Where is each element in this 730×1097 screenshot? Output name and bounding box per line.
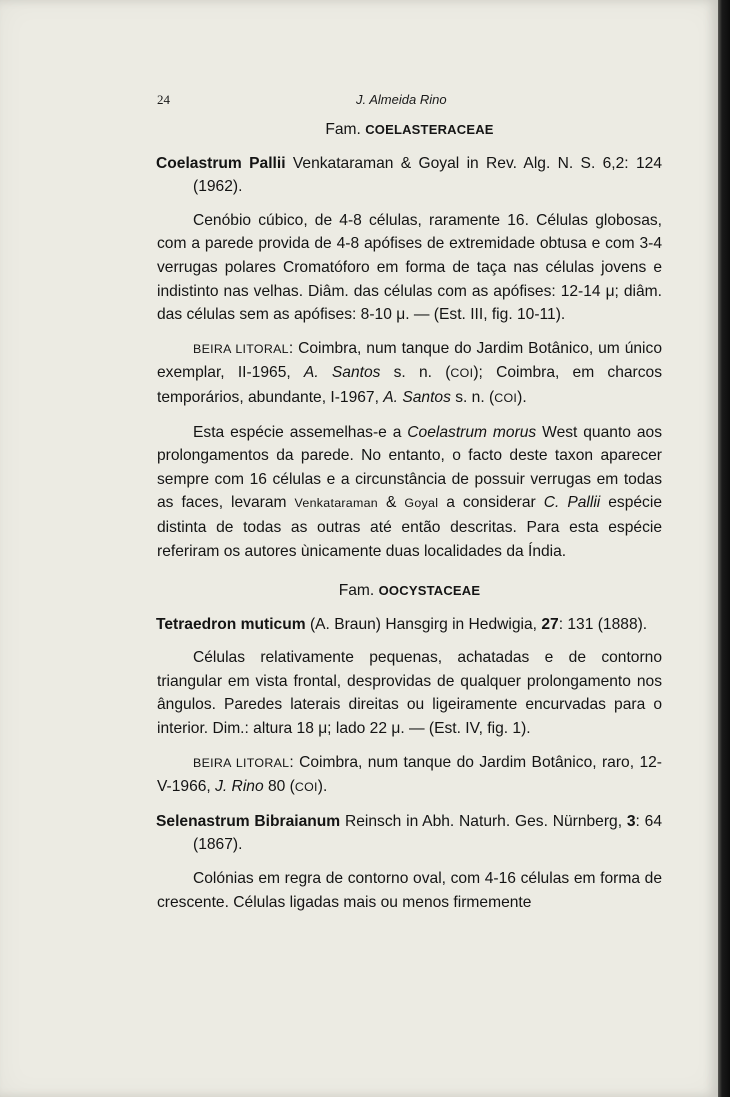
locality-text: ).	[517, 388, 527, 406]
locality-text: s. n. (	[450, 388, 495, 406]
species-heading-coelastrum-pallii	[156, 152, 662, 199]
locality-paragraph	[157, 751, 662, 800]
body-text	[157, 118, 662, 924]
species-heading-tetraedron-muticum	[156, 613, 662, 637]
locality-text: 80 (	[263, 778, 295, 796]
taxon-name: C. Pallii	[543, 494, 601, 512]
discussion-text: a considerar	[438, 494, 544, 512]
species-name: Tetraedron muticum	[156, 615, 306, 633]
description-paragraph: Cenóbio cúbico, de 4-8 células, raramente 16. Células globosas, com a parede provida de 4-8 apófises de extremidade obtusa e com 3-4 verrugas polares Cromatóforo em forma de taça nas células jovens e indistinto nas velhas. Diâm. das células com as apófises: 12-14 μ; diâm. das células sem as apófises: 8-10 μ. — (Est. III, fig. 10-11).	[157, 211, 662, 324]
herbarium-code: COI	[294, 780, 318, 795]
species-heading-selenastrum-bibraianum	[156, 810, 663, 857]
locality-text: ); Coimbra, em charcos temporários, abundante, I-1967,	[157, 364, 663, 406]
locality-text: ).	[317, 778, 328, 796]
description-paragraph: Células relativamente pequenas, achatadas e de contorno triangular em vista frontal, desprovidas de qualquer prolongamento nos ângulos. Paredes laterais direitas ou ligeiramente encurvadas para o interior. Dim.: altura 18 μ; lado 22 μ. — (Est. IV, fig. 1).	[157, 649, 662, 738]
taxon-name: Coelastrum morus	[407, 423, 537, 441]
volume-number: 3	[626, 812, 636, 830]
family-prefix: Fam.	[325, 121, 361, 138]
discussion-text: Esta espécie assemelhas-e a	[193, 423, 408, 441]
herbarium-code: COI	[450, 366, 474, 381]
species-name: Coelastrum Pallii	[156, 154, 286, 172]
family-prefix: Fam.	[338, 582, 375, 600]
species-citation: : 131 (1888).	[558, 615, 648, 633]
collector-name: A. Santos	[383, 388, 451, 406]
description-paragraph: Colónias em regra de contorno oval, com 4-16 células em forma de crescente. Células ligadas mais ou menos firmemente	[157, 870, 662, 911]
herbarium-code: COI	[494, 390, 518, 405]
family-name: COELASTERACEAE	[365, 122, 494, 137]
running-title: J. Almeida Rino	[356, 92, 447, 107]
locality-text: : Coimbra, num tanque do Jardim Botânico, raro, 12-V-1966,	[157, 753, 662, 796]
family-heading-oocystaceae	[157, 579, 662, 603]
discussion-text: &	[378, 494, 405, 512]
locality-region: BEIRA LITORAL	[193, 755, 290, 770]
family-name: OOCYSTACEAE	[378, 583, 481, 599]
species-citation: : 64 (1867).	[193, 812, 663, 854]
volume-number: 27	[541, 615, 559, 633]
discussion-paragraph	[157, 421, 662, 564]
species-citation: Reinsch in Abh. Naturh. Ges. Nürnberg,	[340, 812, 627, 830]
species-name: Selenastrum Bibraianum	[156, 812, 341, 830]
discussion-text: espécie distinta de todas as outras até então descritas. Para esta espécie referiram os autores ùnicamente duas localidades da Índia.	[157, 494, 662, 560]
species-citation: (A. Braun) Hansgirg in Hedwigia,	[305, 615, 542, 633]
page-number: 24	[157, 92, 170, 107]
author-name: Goyal	[404, 496, 439, 511]
page-edge-shadow	[718, 0, 730, 1097]
collector-name: J. Rino	[215, 778, 264, 796]
locality-text: : Coimbra, num tanque do Jardim Botânico, um único exemplar, II-1965,	[157, 339, 662, 382]
locality-paragraph	[157, 337, 662, 411]
discussion-text: West quanto aos prolongamentos da parede. No entanto, o facto deste taxon aparecer sempre com 16 células e a circunstância de possuir verrugas em todas as faces, levaram	[157, 423, 662, 512]
locality-text: s. n. (	[380, 364, 451, 382]
author-name: Venkataraman	[294, 496, 379, 511]
species-citation: Venkataraman & Goyal in Rev. Alg. N. S. 6,2: 124 (1962).	[193, 154, 662, 196]
collector-name: A. Santos	[303, 364, 381, 382]
locality-region: BEIRA LITORAL	[193, 341, 289, 356]
family-heading-coelasteraceae	[157, 118, 662, 142]
